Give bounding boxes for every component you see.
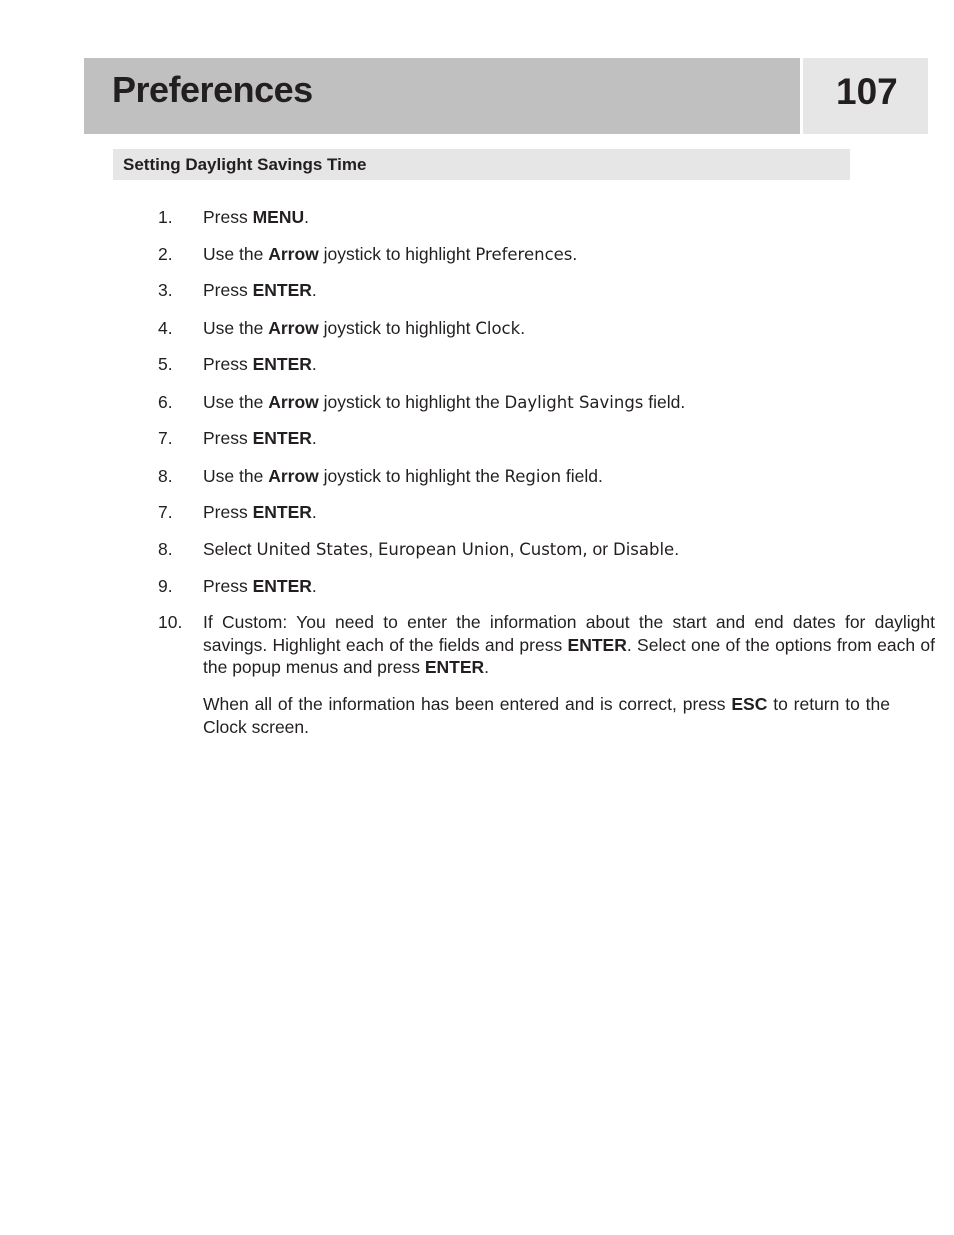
ui-term: European Union: [377, 540, 510, 559]
step-number: 9.: [158, 576, 173, 596]
step-text: [203, 317, 935, 341]
ui-term: Custom,: [519, 540, 588, 559]
text-run: joystick to highlight: [318, 244, 476, 264]
text-run: .: [484, 657, 490, 677]
ui-term: Preferences: [475, 245, 573, 264]
text-run: .: [311, 280, 317, 300]
text-run: .: [311, 576, 317, 596]
text-run: field.: [561, 466, 603, 486]
step-text: [203, 501, 935, 524]
text-run: .: [572, 244, 578, 264]
step-item: [158, 501, 935, 524]
key-name: ENTER: [252, 354, 312, 374]
key-name: Arrow: [268, 466, 319, 486]
step-number: 4.: [158, 318, 173, 338]
chapter-title: Preferences: [112, 69, 313, 110]
text-run: ,: [368, 539, 378, 559]
text-run: Press: [203, 428, 253, 448]
section-header: [113, 149, 850, 180]
step-item: [158, 465, 935, 489]
step-text: [203, 243, 935, 267]
step-item: [158, 391, 935, 415]
closing-note: [203, 693, 890, 738]
step-text: [203, 427, 935, 450]
key-name: ENTER: [252, 428, 312, 448]
text-run: or: [587, 539, 613, 559]
step-text: [203, 206, 935, 229]
key-name: Arrow: [268, 244, 319, 264]
step-item: [158, 243, 935, 267]
page-number-box: [803, 58, 928, 134]
text-run: Select: [203, 539, 257, 559]
step-number: 8.: [158, 466, 173, 486]
step-number: 6.: [158, 392, 173, 412]
step-number: 5.: [158, 354, 173, 374]
step-item: [158, 611, 935, 679]
step-text: [203, 538, 935, 562]
ui-term: United States: [256, 540, 369, 559]
step-text: [203, 279, 935, 302]
text-run: .: [304, 207, 310, 227]
key-name: ESC: [731, 694, 768, 714]
step-number: 8.: [158, 539, 173, 559]
step-item: [158, 317, 935, 341]
text-run: Use the: [203, 466, 269, 486]
step-number: 10.: [158, 612, 183, 632]
step-item: [158, 279, 935, 302]
text-run: Press: [203, 576, 253, 596]
text-run: joystick to highlight the: [318, 392, 505, 412]
step-text: [203, 465, 935, 489]
step-text: [203, 575, 935, 598]
text-run: joystick to highlight: [318, 318, 476, 338]
text-run: . Select one of the options from each of the popup menus and press: [203, 634, 935, 677]
text-run: Use the: [203, 392, 269, 412]
key-name: MENU: [252, 207, 305, 227]
step-item: [158, 206, 935, 229]
ui-term: Region: [504, 467, 562, 486]
page-number: 107: [836, 71, 898, 112]
ui-term: Disable: [612, 540, 675, 559]
text-run: If Custom: You need to enter the information about the start and end dates for daylight savings. Highlight each of the fields and press: [203, 612, 935, 655]
text-run: Press: [203, 207, 253, 227]
text-run: field.: [643, 392, 686, 412]
text-run: .: [311, 428, 317, 448]
text-run: Press: [203, 502, 253, 522]
text-run: Use the: [203, 244, 269, 264]
step-text: [203, 353, 935, 376]
key-name: Arrow: [268, 318, 319, 338]
key-name: ENTER: [252, 502, 312, 522]
step-number: 3.: [158, 280, 173, 300]
step-text: [203, 611, 935, 679]
text-run: When all of the information has been entered and is correct, press: [203, 694, 732, 714]
step-number: 1.: [158, 207, 173, 227]
text-run: .: [520, 318, 526, 338]
text-run: Press: [203, 280, 253, 300]
text-run: Press: [203, 354, 253, 374]
key-name: Arrow: [268, 392, 319, 412]
text-run: ,: [509, 539, 520, 559]
key-name: ENTER: [567, 634, 627, 655]
section-title: Setting Daylight Savings Time: [123, 155, 367, 174]
key-name: ENTER: [252, 576, 312, 596]
ui-term: Clock: [475, 319, 521, 338]
key-name: ENTER: [424, 657, 485, 677]
text-run: Use the: [203, 318, 269, 338]
text-run: .: [674, 539, 680, 559]
ui-term: Daylight Savings: [504, 393, 644, 412]
text-run: .: [311, 502, 317, 522]
step-item: [158, 353, 935, 376]
step-number: 2.: [158, 244, 173, 264]
chapter-header: [84, 58, 800, 134]
key-name: ENTER: [252, 280, 312, 300]
text-run: .: [311, 354, 317, 374]
step-number: 7.: [158, 428, 173, 448]
step-text: [203, 391, 935, 415]
step-item: [158, 575, 935, 598]
step-item: [158, 427, 935, 450]
text-run: joystick to highlight the: [318, 466, 505, 486]
step-number: 7.: [158, 502, 173, 522]
text-run: to return to the Clock screen.: [203, 694, 890, 737]
step-item: [158, 538, 935, 562]
